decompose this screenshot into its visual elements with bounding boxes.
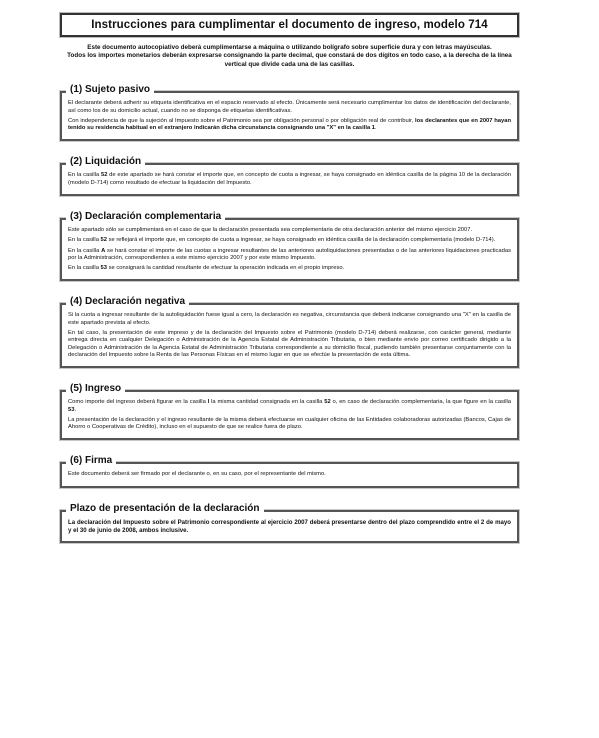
section-6 xyxy=(60,450,519,487)
paragraph-text: la misma cantidad consignada en la casilla xyxy=(209,399,325,406)
paragraph-text: En la casilla xyxy=(68,237,101,244)
section-paragraph xyxy=(68,227,511,234)
section-paragraph xyxy=(68,330,511,359)
section-paragraph xyxy=(68,118,511,133)
paragraph-text: se consignará la cantidad resultante de efectuar la operación indicada en el propio impreso. xyxy=(107,265,345,272)
paragraph-text: . xyxy=(74,406,77,413)
section-paragraph xyxy=(68,172,511,187)
paragraph-text: . xyxy=(375,125,377,132)
paragraph-text: En la casilla xyxy=(68,247,102,254)
section-4 xyxy=(60,291,519,368)
section-box xyxy=(60,218,519,281)
section-heading: (6) Firma xyxy=(66,455,116,467)
section-paragraph xyxy=(68,248,511,263)
paragraph-text: La presentación de la declaración y el ingreso resultante de la misma deberá efectuarse en cualquier oficina de las Entidades colaboradoras autorizadas (Bancos, Cajas de Ahorro o Cooperativas de Crédito), incluso en el supuesto de que se realice fuera de plazo. xyxy=(68,416,511,431)
section-box xyxy=(60,303,519,368)
section-box xyxy=(60,462,519,487)
section-heading: (1) Sujeto pasivo xyxy=(66,84,154,96)
section-paragraph xyxy=(68,237,511,244)
instructions-page xyxy=(60,13,519,543)
emphasis-text: los declarantes que en 2007 hayan tenido su residencia habitual en el extranjero indicarán dicha circunstancia consignando una "X" en la casilla 1 xyxy=(68,117,512,132)
paragraph-text: se reflejará el importe que, en concepto de cuota a ingresar, se haya consignado en idéntica casilla de la declaración complementaria (modelo D-714). xyxy=(107,237,496,244)
paragraph-text: La declaración del Impuesto sobre el Patrimonio correspondiente al ejercicio 2007 deberá presentarse dentro del plazo comprendido entre el 2 de mayo y el 30 de junio de 2008, ambos inclusive. xyxy=(68,518,511,534)
paragraph-text: se hará constar el importe de las cuotas a ingresar resultantes de las anteriores autoliquidaciones presentadas o de las anteriores liquidaciones practicadas por la Administración, correspondientes a este mismo ejercicio 2007 y por este mismo Impuesto. xyxy=(68,247,511,261)
paragraph-text: Este documento deberá ser firmado por el declarante o, en su caso, por el representante del mismo. xyxy=(68,471,326,478)
intro-block xyxy=(60,44,519,69)
section-box xyxy=(60,510,519,544)
title-box xyxy=(60,13,519,37)
section-paragraph xyxy=(68,312,511,327)
section-paragraph xyxy=(68,265,511,272)
emphasis-text: 52 xyxy=(100,172,108,179)
section-box xyxy=(60,390,519,440)
section-paragraph xyxy=(68,399,511,414)
paragraph-text: En la casilla xyxy=(68,265,101,272)
paragraph-text: En la casilla xyxy=(68,172,101,179)
sections-container xyxy=(60,79,519,543)
emphasis-text: 52 xyxy=(324,399,331,406)
section-paragraph xyxy=(68,519,511,535)
section-heading: Plazo de presentación de la declaración xyxy=(66,503,264,515)
emphasis-text: I xyxy=(207,399,210,406)
page-title: Instrucciones para cumplimentar el documento de ingreso, modelo 714 xyxy=(91,19,488,31)
section-3 xyxy=(60,206,519,281)
section-paragraph xyxy=(68,100,511,115)
paragraph-text: de este apartado se hará constar el importe que, en concepto de cuota a ingresar, se haya consignado en idéntica casilla de la página 10 de la declaración (modelo D-714) como resultado de efectuar la liquidación del Impuesto. xyxy=(68,172,511,186)
section-7 xyxy=(60,498,519,544)
section-heading: (3) Declaración complementaria xyxy=(66,211,225,223)
paragraph-text: Como importe del ingreso deberá figurar en la casilla xyxy=(68,399,208,406)
emphasis-text: 53 xyxy=(100,265,107,272)
section-paragraph xyxy=(68,417,511,432)
section-heading: (5) Ingreso xyxy=(66,383,125,395)
paragraph-text: El declarante deberá adherir su etiqueta identificativa en el espacio reservado al efecto. Únicamente será necesario cumplimentar los datos de identificación del declarante, así como los de su domicilio actual, cuando no se disponga de etiquetas identificativas. xyxy=(68,100,511,114)
section-5 xyxy=(60,378,519,440)
intro-line-2: Todos los importes monetarios deberán expresarse consignando la parte decimal, que constará de dos dígitos en todo caso, a la derecha de la línea vertical que divide cada una de las casillas. xyxy=(67,52,512,68)
paragraph-text: En tal caso, la presentación de este impreso y de la declaración del Impuesto sobre el Patrimonio (modelo D-714) deberá realizarse, con carácter general, mediante entrega directa en cualquier Delegación o Administración de la Agencia Estatal de Administración Tributaria, o bien mediante envío por correo certificado dirigido a la Delegación o Administración de la Agencia Estatal de Administración Tributaria correspondiente a su domicilio fiscal, pudiendo también presentarse conjuntamente con la declaración del Impuesto sobre la Renta de las Personas Físicas en el mismo lugar en que se efectúe la presentación de esta última. xyxy=(68,330,511,358)
section-heading: (4) Declaración negativa xyxy=(66,296,189,308)
intro-line-1: Este documento autocopiativo deberá cumplimentarse a máquina o utilizando bolígrafo sobre superficie dura y con letras mayúsculas. xyxy=(87,44,492,51)
section-2 xyxy=(60,151,519,196)
emphasis-text: 52 xyxy=(100,237,107,244)
section-box xyxy=(60,91,519,141)
paragraph-text: o, en caso de declaración complementaria, la que figure en la casilla xyxy=(330,399,511,406)
paragraph-text: Este apartado sólo se cumplimentará en el caso de que la declaración presentada sea complementaria de otra declaración anterior del mismo ejercicio 2007. xyxy=(68,227,473,233)
emphasis-text: A xyxy=(101,247,106,254)
paragraph-text: Con independencia de que la sujeción al Impuesto sobre el Patrimonio sea por obligación personal o por obligación real de contribuir, xyxy=(68,117,415,124)
paragraph-text: Si la cuota a ingresar resultante de la autoliquidación fuese igual a cero, la declaración es negativa, circunstancia que deberá indicarse consignando una "X" en la casilla de este apartado prevista al efecto. xyxy=(68,312,511,326)
section-1 xyxy=(60,79,519,141)
emphasis-text: 53 xyxy=(68,406,75,413)
section-paragraph xyxy=(68,471,511,478)
section-heading: (2) Liquidación xyxy=(66,156,145,168)
